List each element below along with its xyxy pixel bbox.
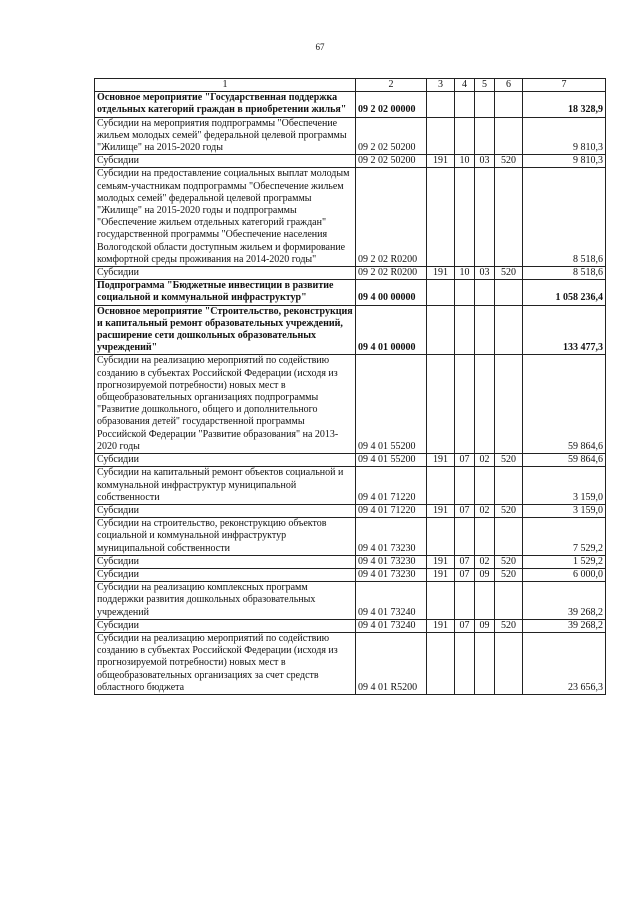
row-col6-cell	[495, 305, 523, 355]
row-name-cell: Субсидии	[95, 454, 356, 467]
row-col6-cell: 520	[495, 555, 523, 568]
table-row	[95, 92, 606, 117]
row-code-cell: 09 4 01 73230	[356, 568, 427, 581]
row-amount-cell: 23 656,3	[523, 632, 606, 694]
row-col5-cell: 02	[475, 555, 495, 568]
row-col4-cell: 07	[455, 568, 475, 581]
row-col4-cell	[455, 467, 475, 505]
row-col3-cell	[427, 305, 455, 355]
row-code-cell: 09 2 02 50200	[356, 117, 427, 155]
row-col3-cell	[427, 280, 455, 305]
row-col3-cell	[427, 467, 455, 505]
row-amount-cell: 9 810,3	[523, 155, 606, 168]
row-amount-cell: 7 529,2	[523, 518, 606, 556]
row-amount-cell: 133 477,3	[523, 305, 606, 355]
row-code-cell: 09 4 01 73240	[356, 619, 427, 632]
table-row	[95, 582, 606, 620]
row-code-cell: 09 4 01 R5200	[356, 632, 427, 694]
row-col3-cell	[427, 168, 455, 267]
page-number: 67	[315, 42, 325, 52]
table-row	[95, 168, 606, 267]
row-col5-cell	[475, 168, 495, 267]
row-code-cell: 09 4 01 73230	[356, 555, 427, 568]
row-col5-cell	[475, 355, 495, 454]
row-col4-cell	[455, 117, 475, 155]
row-col4-cell	[455, 92, 475, 117]
row-name-cell: Субсидии на реализацию комплексных программ поддержки развития дошкольных образовательных учреждений	[95, 582, 356, 620]
row-name-cell: Основное мероприятие "Строительство, реконструкция и капитальный ремонт образовательных учреждений, расширение сети дошкольных образовательных учреждений"	[95, 305, 356, 355]
table-row	[95, 504, 606, 517]
row-amount-cell: 59 864,6	[523, 355, 606, 454]
row-col5-cell	[475, 92, 495, 117]
row-amount-cell: 3 159,0	[523, 467, 606, 505]
row-code-cell: 09 2 02 R0200	[356, 168, 427, 267]
row-col5-cell: 02	[475, 454, 495, 467]
row-code-cell: 09 4 00 00000	[356, 280, 427, 305]
row-name-cell: Субсидии	[95, 267, 356, 280]
row-col4-cell: 07	[455, 555, 475, 568]
row-col5-cell	[475, 582, 495, 620]
row-name-cell: Подпрограмма "Бюджетные инвестиции в развитие социальной и коммунальной инфраструктур"	[95, 280, 356, 305]
row-amount-cell: 1 529,2	[523, 555, 606, 568]
row-amount-cell: 59 864,6	[523, 454, 606, 467]
table-row	[95, 155, 606, 168]
row-col4-cell	[455, 280, 475, 305]
row-name-cell: Субсидии	[95, 619, 356, 632]
table-row	[95, 454, 606, 467]
row-col6-cell	[495, 92, 523, 117]
row-code-cell: 09 4 01 00000	[356, 305, 427, 355]
table-row	[95, 355, 606, 454]
row-col3-cell	[427, 355, 455, 454]
row-col4-cell	[455, 168, 475, 267]
row-col5-cell	[475, 117, 495, 155]
column-header: 5	[475, 79, 495, 92]
column-header: 2	[356, 79, 427, 92]
row-name-cell: Субсидии	[95, 155, 356, 168]
table-row	[95, 555, 606, 568]
row-amount-cell: 8 518,6	[523, 168, 606, 267]
table-row	[95, 518, 606, 556]
row-code-cell: 09 2 02 R0200	[356, 267, 427, 280]
row-col4-cell	[455, 582, 475, 620]
row-code-cell: 09 4 01 73230	[356, 518, 427, 556]
column-header: 4	[455, 79, 475, 92]
row-col5-cell: 03	[475, 267, 495, 280]
row-amount-cell: 18 328,9	[523, 92, 606, 117]
row-col6-cell	[495, 467, 523, 505]
table-row	[95, 619, 606, 632]
row-col6-cell: 520	[495, 267, 523, 280]
row-col3-cell	[427, 92, 455, 117]
row-col4-cell: 07	[455, 454, 475, 467]
row-name-cell: Субсидии на реализацию мероприятий по содействию созданию в субъектах Российской Федерации (исходя из прогнозируемой потребности) новых мест в общеобразовательных организациях подпрограммы "Развитие дошкольного, общего и дополнительного образования детей" государственной программы Российской Федерации "Развитие образования" на 2013-2020 годы	[95, 355, 356, 454]
row-col6-cell	[495, 117, 523, 155]
row-col3-cell: 191	[427, 555, 455, 568]
row-col4-cell	[455, 305, 475, 355]
row-col3-cell: 191	[427, 454, 455, 467]
row-code-cell: 09 4 01 71220	[356, 504, 427, 517]
row-amount-cell: 39 268,2	[523, 582, 606, 620]
row-col5-cell	[475, 467, 495, 505]
row-name-cell: Субсидии на капитальный ремонт объектов социальной и коммунальной инфраструктур муниципальной собственности	[95, 467, 356, 505]
row-col3-cell	[427, 518, 455, 556]
row-code-cell: 09 4 01 55200	[356, 454, 427, 467]
row-col6-cell: 520	[495, 454, 523, 467]
row-amount-cell: 3 159,0	[523, 504, 606, 517]
row-amount-cell: 39 268,2	[523, 619, 606, 632]
row-code-cell: 09 4 01 73240	[356, 582, 427, 620]
row-name-cell: Субсидии	[95, 555, 356, 568]
table-row	[95, 117, 606, 155]
row-col6-cell: 520	[495, 155, 523, 168]
row-name-cell: Основное мероприятие "Государственная поддержка отдельных категорий граждан в приобретении жилья"	[95, 92, 356, 117]
row-col4-cell: 10	[455, 155, 475, 168]
row-col5-cell	[475, 305, 495, 355]
row-code-cell: 09 2 02 50200	[356, 155, 427, 168]
row-code-cell: 09 4 01 55200	[356, 355, 427, 454]
row-col5-cell: 02	[475, 504, 495, 517]
row-code-cell: 09 4 01 71220	[356, 467, 427, 505]
table-row	[95, 280, 606, 305]
row-col4-cell	[455, 632, 475, 694]
row-col5-cell: 03	[475, 155, 495, 168]
row-col3-cell: 191	[427, 619, 455, 632]
column-header: 6	[495, 79, 523, 92]
row-name-cell: Субсидии на предоставление социальных выплат молодым семьям-участникам подпрограммы "Обеспечение жильем молодых семей" федеральной целевой программы "Жилище" на 2015-2020 годы и подпрограммы "Обеспечение жильем отдельных категорий граждан" государственной программы "Обеспечение населения Вологодской области доступным жильем и формирование комфортной среды проживания на 2014-2020 годы"	[95, 168, 356, 267]
row-name-cell: Субсидии	[95, 504, 356, 517]
table-row	[95, 467, 606, 505]
row-name-cell: Субсидии на реализацию мероприятий по содействию созданию в субъектах Российской Федерации (исходя из прогнозируемой потребности) новых мест в общеобразовательных организациях за счет средств областного бюджета	[95, 632, 356, 694]
row-amount-cell: 6 000,0	[523, 568, 606, 581]
row-name-cell: Субсидии	[95, 568, 356, 581]
row-col5-cell	[475, 518, 495, 556]
row-col6-cell	[495, 168, 523, 267]
row-col3-cell	[427, 117, 455, 155]
table-row	[95, 267, 606, 280]
row-col6-cell	[495, 280, 523, 305]
row-name-cell: Субсидии на строительство, реконструкцию объектов социальной и коммунальной инфраструктур муниципальной собственности	[95, 518, 356, 556]
budget-table	[94, 78, 606, 695]
row-amount-cell: 8 518,6	[523, 267, 606, 280]
row-code-cell: 09 2 02 00000	[356, 92, 427, 117]
row-col4-cell: 07	[455, 504, 475, 517]
row-col6-cell: 520	[495, 568, 523, 581]
column-header: 3	[427, 79, 455, 92]
row-col6-cell: 520	[495, 504, 523, 517]
row-col5-cell: 09	[475, 568, 495, 581]
column-header: 7	[523, 79, 606, 92]
row-col3-cell: 191	[427, 568, 455, 581]
row-col6-cell	[495, 518, 523, 556]
table-header-row	[95, 79, 606, 92]
row-col4-cell: 07	[455, 619, 475, 632]
row-col3-cell: 191	[427, 155, 455, 168]
row-col6-cell	[495, 355, 523, 454]
row-amount-cell: 1 058 236,4	[523, 280, 606, 305]
row-col4-cell	[455, 355, 475, 454]
row-col4-cell	[455, 518, 475, 556]
row-col4-cell: 10	[455, 267, 475, 280]
row-col3-cell: 191	[427, 267, 455, 280]
table-row	[95, 632, 606, 694]
row-col6-cell: 520	[495, 619, 523, 632]
row-col3-cell	[427, 582, 455, 620]
row-col6-cell	[495, 632, 523, 694]
row-col5-cell	[475, 632, 495, 694]
table-row	[95, 568, 606, 581]
row-col3-cell	[427, 632, 455, 694]
row-amount-cell: 9 810,3	[523, 117, 606, 155]
row-col5-cell	[475, 280, 495, 305]
row-col3-cell: 191	[427, 504, 455, 517]
table-row	[95, 305, 606, 355]
row-name-cell: Субсидии на мероприятия подпрограммы "Обеспечение жильем молодых семей" федеральной целевой программы "Жилище" на 2015-2020 годы	[95, 117, 356, 155]
column-header: 1	[95, 79, 356, 92]
row-col5-cell: 09	[475, 619, 495, 632]
row-col6-cell	[495, 582, 523, 620]
